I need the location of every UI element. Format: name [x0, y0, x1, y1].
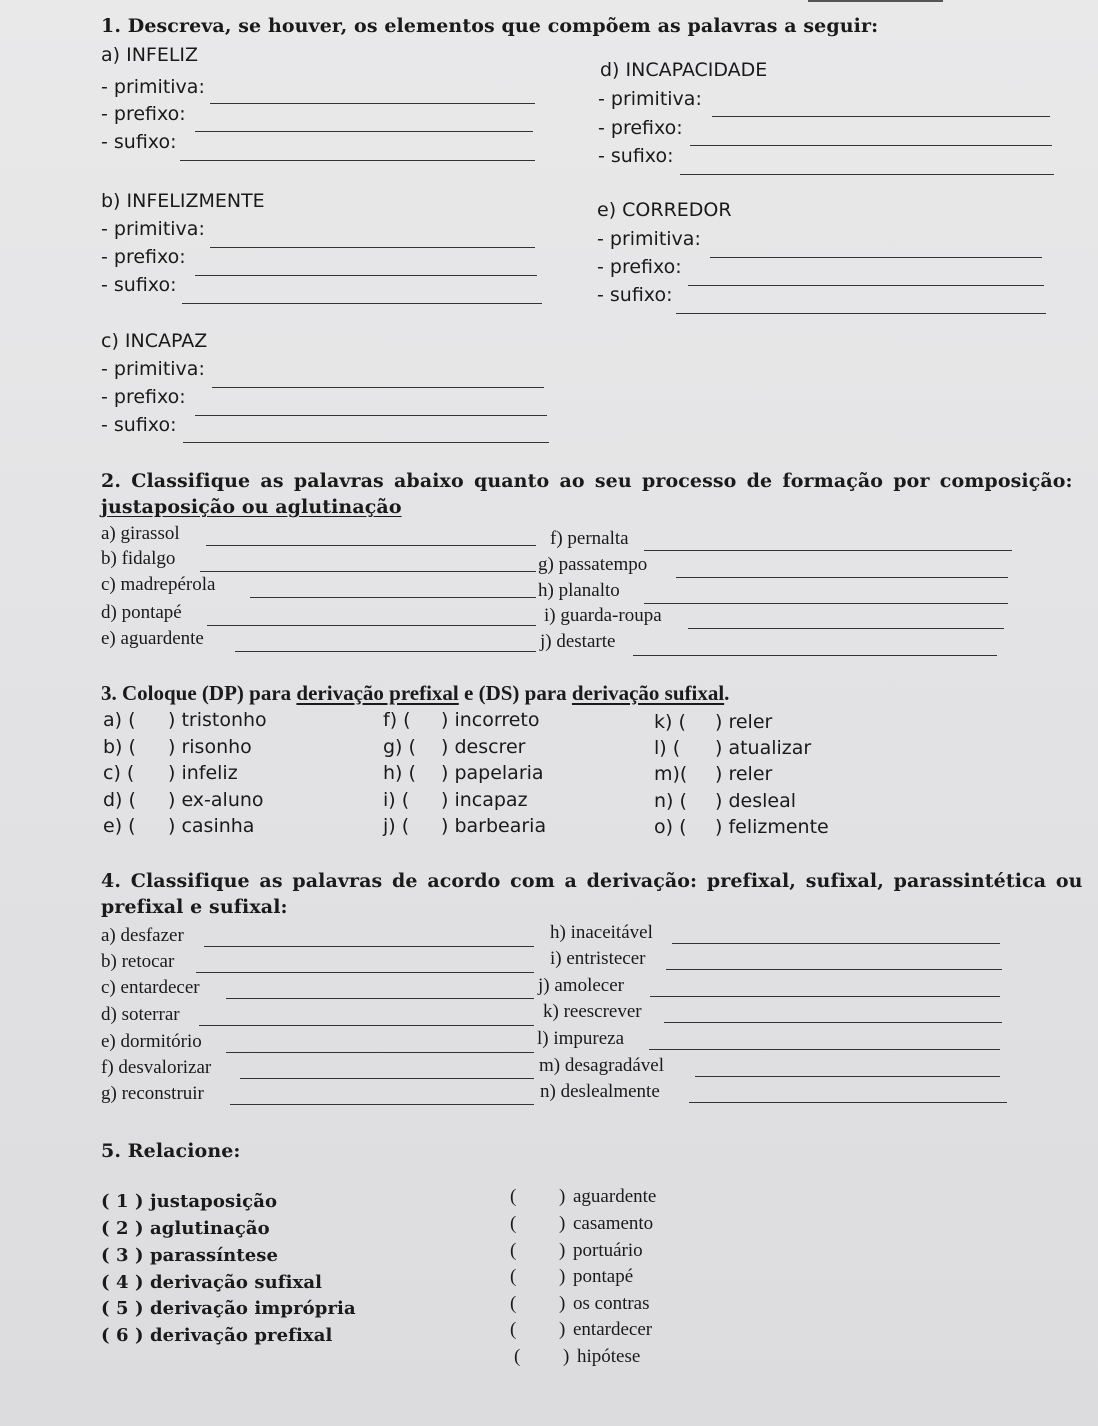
q3-title-end: . [724, 681, 730, 705]
q4-item-h: h) inaceitável [550, 922, 653, 943]
q5-right-6-open[interactable]: ( [510, 1319, 517, 1340]
q4-blank-n[interactable] [689, 1102, 1007, 1103]
q3-o-word: ) felizmente [715, 816, 829, 838]
q2-item-a: a) girassol [101, 523, 180, 544]
q4-blank-a[interactable] [204, 946, 534, 947]
q5-right-5-open[interactable]: ( [510, 1293, 517, 1314]
q2-item-j: j) destarte [540, 631, 616, 652]
q1e-prefixo-label: - prefixo: [597, 256, 682, 278]
q1a-prefixo-blank[interactable] [195, 131, 533, 132]
q4-item-e: e) dormitório [101, 1031, 202, 1052]
q3-title-part2: e (DS) para [458, 681, 572, 705]
q5-left-2: ( 2 ) aglutinação [101, 1218, 270, 1239]
q5-right-2-close: ) [559, 1213, 566, 1234]
q4-item-i: i) entristecer [550, 948, 646, 969]
q4-item-m: m) desagradável [539, 1055, 665, 1076]
q2-item-g: g) passatempo [538, 554, 648, 575]
q3-j-word: ) barbearia [441, 815, 547, 837]
q3-c-letter[interactable]: c) ( [103, 762, 135, 784]
q5-left-6: ( 6 ) derivação prefixal [101, 1325, 333, 1346]
q1c-prefixo-label: - prefixo: [101, 386, 186, 408]
q1d-sufixo-label: - sufixo: [598, 145, 674, 167]
q1d-prefixo-label: - prefixo: [598, 117, 683, 139]
q4-item-g: g) reconstruir [101, 1083, 204, 1104]
q2-item-i: i) guarda-roupa [544, 605, 662, 626]
q4-item-f: f) desvalorizar [101, 1057, 212, 1078]
q4-item-b: b) retocar [101, 951, 175, 972]
top-edge-mark [808, 0, 943, 6]
q4-item-a: a) desfazer [101, 925, 184, 946]
q4-blank-e[interactable] [226, 1052, 534, 1053]
q1a-word: a) INFELIZ [101, 44, 199, 66]
q4-item-k: k) reescrever [543, 1001, 642, 1022]
q1b-sufixo-blank[interactable] [182, 303, 542, 304]
q4-blank-h[interactable] [672, 943, 1000, 944]
q5-right-4-open[interactable]: ( [510, 1266, 517, 1287]
q2-item-e: e) aguardente [101, 628, 204, 649]
q3-f-word: ) incorreto [441, 709, 540, 731]
q3-h-letter[interactable]: h) ( [383, 762, 416, 784]
q3-title [101, 681, 729, 706]
q2-item-f: f) pernalta [550, 528, 629, 549]
q3-c-word: ) infeliz [168, 762, 238, 784]
q1c-sufixo-label: - sufixo: [101, 414, 177, 436]
q4-blank-b[interactable] [196, 972, 534, 973]
q1a-prefixo-label: - prefixo: [101, 103, 186, 125]
q3-e-letter[interactable]: e) ( [103, 815, 136, 837]
q5-right-1-open[interactable]: ( [510, 1186, 517, 1207]
q1b-prefixo-blank[interactable] [195, 275, 537, 276]
q5-right-4: pontapé [573, 1266, 634, 1287]
q3-l-letter[interactable]: l) ( [654, 737, 681, 759]
q2-item-d: d) pontapé [101, 602, 182, 623]
q3-i-word: ) incapaz [441, 789, 528, 811]
q5-right-4-close: ) [559, 1266, 566, 1287]
q2-blank-i[interactable] [688, 628, 1004, 629]
q1a-sufixo-blank[interactable] [180, 160, 535, 161]
q3-g-word: ) descrer [441, 736, 526, 758]
q1e-prefixo-blank[interactable] [688, 285, 1044, 286]
q2-item-h: h) planalto [538, 580, 620, 601]
q5-right-3-close: ) [559, 1240, 566, 1261]
q3-title-sufixal: derivação sufixal [571, 681, 725, 705]
q4-blank-d[interactable] [199, 1025, 534, 1026]
q4-item-j: j) amolecer [538, 975, 624, 996]
q1d-word: d) INCAPACIDADE [600, 59, 768, 81]
q5-right-2: casamento [573, 1213, 654, 1234]
q5-right-7-close: ) [563, 1346, 570, 1367]
q1c-primitiva-blank[interactable] [212, 387, 544, 388]
q1e-sufixo-label: - sufixo: [597, 284, 673, 306]
q5-left-4: ( 4 ) derivação sufixal [101, 1272, 323, 1293]
q3-m-letter[interactable]: m)( [654, 763, 688, 785]
q1b-sufixo-label: - sufixo: [101, 274, 177, 296]
q2-blank-a[interactable] [206, 545, 536, 546]
q5-left-3: ( 3 ) parassíntese [101, 1245, 279, 1266]
q3-title-part1: 3. Coloque (DP) para [101, 681, 297, 705]
q3-h-word: ) papelaria [441, 762, 544, 784]
q1e-primitiva-label: - primitiva: [597, 228, 701, 250]
q4-item-l: l) impureza [537, 1028, 625, 1049]
q4-title-line1: 4. Classifique as palavras de acordo com a derivação: prefixal, sufixal, parassintética ou [101, 870, 1083, 892]
q3-b-word: ) risonho [168, 736, 252, 758]
q4-blank-j[interactable] [650, 996, 1000, 997]
q2-blank-b[interactable] [200, 571, 536, 572]
q3-m-word: ) reler [715, 763, 773, 785]
q1b-word: b) INFELIZMENTE [101, 190, 265, 212]
q4-blank-l[interactable] [649, 1049, 1000, 1050]
q4-blank-c[interactable] [226, 998, 534, 999]
q1d-primitiva-label: - primitiva: [598, 88, 702, 110]
q2-blank-d[interactable] [207, 625, 536, 626]
q3-b-letter[interactable]: b) ( [103, 736, 136, 758]
q2-blank-j[interactable] [633, 655, 997, 656]
q5-left-5: ( 5 ) derivação imprópria [101, 1298, 356, 1319]
q5-right-7-open[interactable]: ( [514, 1346, 521, 1367]
q3-n-word: ) desleal [715, 790, 796, 812]
q2-title: 2. Classifique as palavras abaixo quanto ao seu processo de formação por composição: [101, 470, 1073, 492]
q1a-primitiva-label: - primitiva: [101, 76, 205, 98]
q1e-sufixo-blank[interactable] [676, 313, 1046, 314]
q3-f-letter[interactable]: f) ( [383, 709, 411, 731]
q3-i-letter[interactable]: i) ( [383, 789, 410, 811]
q2-item-b: b) fidalgo [101, 548, 176, 569]
q1c-sufixo-blank[interactable] [183, 442, 549, 443]
q1c-word: c) INCAPAZ [101, 330, 208, 352]
q4-blank-i[interactable] [666, 969, 1002, 970]
q5-right-3: portuário [573, 1240, 643, 1261]
q3-k-letter[interactable]: k) ( [654, 711, 686, 733]
q4-title-line2: prefixal e sufixal: [101, 896, 288, 918]
q3-d-word: ) ex-aluno [168, 789, 264, 811]
q1e-primitiva-blank[interactable] [710, 257, 1042, 258]
q3-n-letter[interactable]: n) ( [654, 790, 687, 812]
q2-item-c: c) madrepérola [101, 574, 216, 595]
q5-right-1: aguardente [573, 1186, 657, 1207]
q3-title-prefixal: derivação prefixal [296, 681, 459, 705]
q1-title: 1. Descreva, se houver, os elementos que compõem as palavras a seguir: [101, 15, 879, 37]
q5-right-6-close: ) [559, 1319, 566, 1340]
q1b-prefixo-label: - prefixo: [101, 246, 186, 268]
q2-blank-e[interactable] [235, 651, 536, 652]
q5-right-7: hipótese [577, 1346, 641, 1367]
q3-a-letter[interactable]: a) ( [103, 709, 136, 731]
q2-blank-h[interactable] [644, 603, 1008, 604]
q1b-primitiva-blank[interactable] [210, 247, 535, 248]
q4-blank-g[interactable] [230, 1104, 534, 1105]
q5-right-6: entardecer [573, 1319, 653, 1340]
q1d-sufixo-blank[interactable] [680, 174, 1054, 175]
q5-right-1-close: ) [559, 1186, 566, 1207]
q5-title: 5. Relacione: [101, 1140, 241, 1162]
q1d-primitiva-blank[interactable] [712, 116, 1050, 117]
q4-item-n: n) deslealmente [540, 1081, 660, 1102]
q1c-prefixo-blank[interactable] [195, 415, 547, 416]
q2-blank-g[interactable] [676, 577, 1008, 578]
q4-item-c: c) entardecer [101, 977, 200, 998]
q5-left-1: ( 1 ) justaposição [101, 1191, 278, 1212]
q3-d-letter[interactable]: d) ( [103, 789, 136, 811]
q3-l-word: ) atualizar [715, 737, 812, 759]
q2-blank-c[interactable] [250, 597, 536, 598]
q4-blank-f[interactable] [240, 1078, 534, 1079]
q1d-prefixo-blank[interactable] [690, 145, 1052, 146]
q4-blank-m[interactable] [695, 1076, 1000, 1077]
q4-blank-k[interactable] [664, 1022, 1002, 1023]
q5-right-5: os contras [573, 1293, 650, 1314]
q3-o-letter[interactable]: o) ( [654, 816, 687, 838]
q1a-primitiva-blank[interactable] [210, 103, 535, 104]
q3-g-letter[interactable]: g) ( [383, 736, 416, 758]
q2-subtitle: justaposição ou aglutinação [101, 496, 402, 518]
q5-right-2-open[interactable]: ( [510, 1213, 517, 1234]
q3-j-letter[interactable]: j) ( [383, 815, 410, 837]
q3-a-word: ) tristonho [168, 709, 267, 731]
q1a-sufixo-label: - sufixo: [101, 131, 177, 153]
q5-right-3-open[interactable]: ( [510, 1240, 517, 1261]
q1b-primitiva-label: - primitiva: [101, 218, 205, 240]
q3-k-word: ) reler [715, 711, 773, 733]
q1e-word: e) CORREDOR [597, 199, 732, 221]
q1c-primitiva-label: - primitiva: [101, 358, 205, 380]
q2-blank-f[interactable] [644, 550, 1012, 551]
q5-right-5-close: ) [559, 1293, 566, 1314]
q4-item-d: d) soterrar [101, 1004, 180, 1025]
q3-e-word: ) casinha [168, 815, 255, 837]
